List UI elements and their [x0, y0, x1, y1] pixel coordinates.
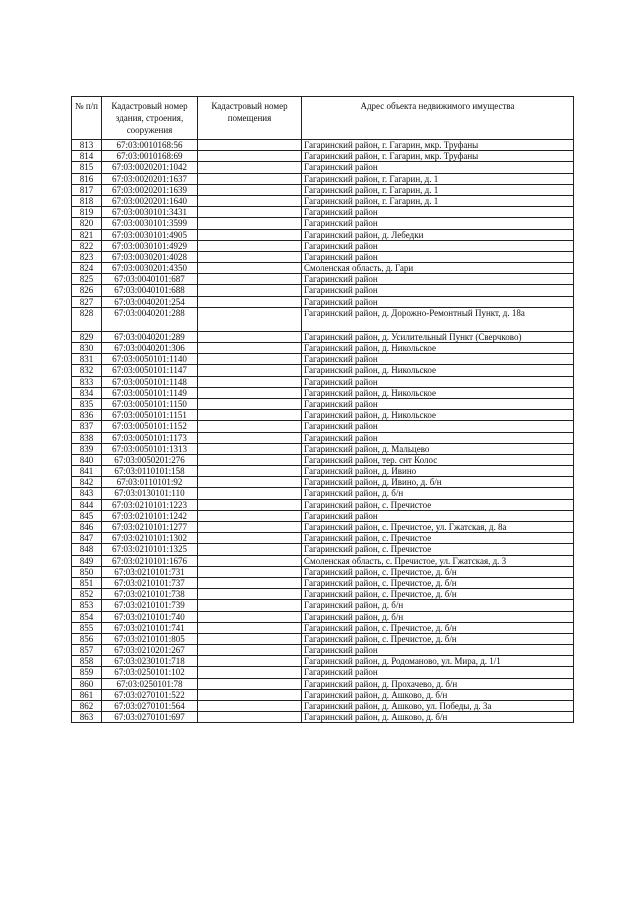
row-number-cell: 850	[72, 566, 102, 577]
table-row	[72, 387, 574, 398]
premises-number-cell	[198, 240, 302, 251]
cadastral-number-cell: 67:03:0020201:1640	[102, 195, 198, 206]
row-number-cell: 825	[72, 274, 102, 285]
table-row	[72, 701, 574, 712]
table-row	[72, 600, 574, 611]
cadastral-number-cell: 67:03:0030101:3431	[102, 207, 198, 218]
cadastral-number-cell: 67:03:0050101:1150	[102, 398, 198, 409]
address-cell: Гагаринский район, д. Ашково, д. б/н	[302, 689, 574, 700]
premises-number-cell	[198, 151, 302, 162]
row-number-cell: 832	[72, 365, 102, 376]
cadastral-number-cell: 67:03:0210101:1242	[102, 510, 198, 521]
address-cell: Гагаринский район	[302, 274, 574, 285]
address-cell: Гагаринский район, с. Пречистое, д. б/н	[302, 566, 574, 577]
table-row	[72, 151, 574, 162]
premises-number-cell	[198, 140, 302, 151]
address-cell: Гагаринский район, д. б/н	[302, 611, 574, 622]
premises-number-cell	[198, 376, 302, 387]
cadastral-number-cell: 67:03:0020201:1042	[102, 162, 198, 173]
cadastral-number-cell: 67:03:0050101:1151	[102, 410, 198, 421]
address-cell: Гагаринский район, д. б/н	[302, 488, 574, 499]
row-number-cell: 820	[72, 218, 102, 229]
premises-number-cell	[198, 184, 302, 195]
address-cell: Гагаринский район	[302, 207, 574, 218]
row-number-cell: 860	[72, 678, 102, 689]
row-number-cell: 815	[72, 162, 102, 173]
row-number-cell: 852	[72, 589, 102, 600]
cadastral-number-cell: 67:03:0050101:1173	[102, 432, 198, 443]
cadastral-number-cell: 67:03:0050201:276	[102, 454, 198, 465]
premises-number-cell	[198, 667, 302, 678]
cadastral-number-cell: 67:03:0030101:3599	[102, 218, 198, 229]
row-number-cell: 818	[72, 195, 102, 206]
premises-number-cell	[198, 633, 302, 644]
cadastral-number-cell: 67:03:0250101:78	[102, 678, 198, 689]
row-number-cell: 814	[72, 151, 102, 162]
row-number-cell: 857	[72, 645, 102, 656]
premises-number-cell	[198, 622, 302, 633]
table-row	[72, 173, 574, 184]
table-row	[72, 533, 574, 544]
row-number-cell: 840	[72, 454, 102, 465]
table-row	[72, 499, 574, 510]
table-row	[72, 343, 574, 354]
cadastral-number-cell: 67:03:0210101:805	[102, 633, 198, 644]
row-number-cell: 830	[72, 343, 102, 354]
table-row	[72, 454, 574, 465]
cadastral-number-cell: 67:03:0050101:1313	[102, 443, 198, 454]
premises-number-cell	[198, 218, 302, 229]
table-row	[72, 296, 574, 307]
row-number-cell: 842	[72, 477, 102, 488]
row-number-cell: 845	[72, 510, 102, 521]
address-cell: Гагаринский район	[302, 251, 574, 262]
premises-number-cell	[198, 611, 302, 622]
address-cell: Гагаринский район	[302, 421, 574, 432]
cadastral-number-cell: 67:03:0010168:56	[102, 140, 198, 151]
cadastral-number-cell: 67:03:0040201:288	[102, 307, 198, 331]
row-number-cell: 813	[72, 140, 102, 151]
row-number-cell: 856	[72, 633, 102, 644]
address-cell: Гагаринский район, тер. снт Колос	[302, 454, 574, 465]
address-cell: Гагаринский район, д. Родоманово, ул. Мира, д. 1/1	[302, 656, 574, 667]
premises-number-cell	[198, 229, 302, 240]
premises-number-cell	[198, 410, 302, 421]
table-row	[72, 555, 574, 566]
cadastral-number-cell: 67:03:0030101:4929	[102, 240, 198, 251]
address-cell: Гагаринский район, д. Прохачево, д. б/н	[302, 678, 574, 689]
property-table	[71, 96, 574, 723]
premises-number-cell	[198, 173, 302, 184]
address-cell: Гагаринский район, г. Гагарин, мкр. Труфаны	[302, 151, 574, 162]
address-cell: Гагаринский район	[302, 354, 574, 365]
address-cell: Гагаринский район, с. Пречистое	[302, 533, 574, 544]
table-row	[72, 510, 574, 521]
table-row	[72, 712, 574, 723]
row-number-cell: 834	[72, 387, 102, 398]
row-number-cell: 846	[72, 522, 102, 533]
table-row	[72, 656, 574, 667]
address-cell: Гагаринский район, с. Пречистое, д. б/н	[302, 622, 574, 633]
table-row	[72, 611, 574, 622]
table-row	[72, 522, 574, 533]
address-cell: Гагаринский район	[302, 645, 574, 656]
table-row	[72, 307, 574, 331]
address-cell: Гагаринский район, с. Пречистое, д. б/н	[302, 577, 574, 588]
address-cell: Гагаринский район	[302, 432, 574, 443]
table-row	[72, 645, 574, 656]
table-row	[72, 477, 574, 488]
premises-number-cell	[198, 285, 302, 296]
table-row	[72, 622, 574, 633]
table-row	[72, 667, 574, 678]
premises-number-cell	[198, 600, 302, 611]
address-cell: Гагаринский район, с. Пречистое, д. б/н	[302, 589, 574, 600]
cadastral-number-cell: 67:03:0210101:1223	[102, 499, 198, 510]
premises-number-cell	[198, 533, 302, 544]
row-number-cell: 839	[72, 443, 102, 454]
premises-number-cell	[198, 701, 302, 712]
premises-number-cell	[198, 555, 302, 566]
premises-number-cell	[198, 162, 302, 173]
row-number-cell: 849	[72, 555, 102, 566]
cadastral-number-cell: 67:03:0040201:289	[102, 331, 198, 342]
table-row	[72, 488, 574, 499]
cadastral-number-cell: 67:03:0030201:4350	[102, 263, 198, 274]
cadastral-number-cell: 67:03:0210101:1676	[102, 555, 198, 566]
table-body	[72, 140, 574, 723]
cadastral-number-cell: 67:03:0030201:4028	[102, 251, 198, 262]
header-cadastral-premises: Кадастровый номер помещения	[198, 97, 302, 140]
cadastral-number-cell: 67:03:0020201:1637	[102, 173, 198, 184]
table-row	[72, 251, 574, 262]
premises-number-cell	[198, 645, 302, 656]
row-number-cell: 859	[72, 667, 102, 678]
row-number-cell: 858	[72, 656, 102, 667]
address-cell: Гагаринский район, д. Ашково, д. б/н	[302, 712, 574, 723]
row-number-cell: 838	[72, 432, 102, 443]
row-number-cell: 837	[72, 421, 102, 432]
row-number-cell: 854	[72, 611, 102, 622]
table-row	[72, 678, 574, 689]
premises-number-cell	[198, 354, 302, 365]
address-cell: Гагаринский район	[302, 218, 574, 229]
premises-number-cell	[198, 522, 302, 533]
row-number-cell: 861	[72, 689, 102, 700]
row-number-cell: 828	[72, 307, 102, 331]
premises-number-cell	[198, 510, 302, 521]
address-cell: Гагаринский район, с. Пречистое, д. б/н	[302, 633, 574, 644]
row-number-cell: 841	[72, 466, 102, 477]
premises-number-cell	[198, 251, 302, 262]
premises-number-cell	[198, 296, 302, 307]
cadastral-number-cell: 67:03:0050101:1149	[102, 387, 198, 398]
cadastral-number-cell: 67:03:0210101:740	[102, 611, 198, 622]
table-row	[72, 331, 574, 342]
table-row	[72, 544, 574, 555]
cadastral-number-cell: 67:03:0040201:306	[102, 343, 198, 354]
row-number-cell: 819	[72, 207, 102, 218]
cadastral-number-cell: 67:03:0210101:731	[102, 566, 198, 577]
row-number-cell: 822	[72, 240, 102, 251]
cadastral-number-cell: 67:03:0230101:718	[102, 656, 198, 667]
cadastral-number-cell: 67:03:0010168:69	[102, 151, 198, 162]
premises-number-cell	[198, 443, 302, 454]
cadastral-number-cell: 67:03:0050101:1152	[102, 421, 198, 432]
row-number-cell: 855	[72, 622, 102, 633]
cadastral-number-cell: 67:03:0130101:110	[102, 488, 198, 499]
premises-number-cell	[198, 343, 302, 354]
premises-number-cell	[198, 712, 302, 723]
address-cell: Смоленская область, с. Пречистое, ул. Гжатская, д. 3	[302, 555, 574, 566]
premises-number-cell	[198, 207, 302, 218]
cadastral-number-cell: 67:03:0270101:522	[102, 689, 198, 700]
address-cell: Гагаринский район, д. Никольское	[302, 387, 574, 398]
address-cell: Гагаринский район	[302, 240, 574, 251]
row-number-cell: 853	[72, 600, 102, 611]
cadastral-number-cell: 67:03:0050101:1140	[102, 354, 198, 365]
cadastral-number-cell: 67:03:0210101:737	[102, 577, 198, 588]
cadastral-number-cell: 67:03:0110101:158	[102, 466, 198, 477]
cadastral-number-cell: 67:03:0250101:102	[102, 667, 198, 678]
header-cadastral-building: Кадастровый номер здания, строения, сооружения	[102, 97, 198, 140]
address-cell: Гагаринский район, д. Ивино, д. б/н	[302, 477, 574, 488]
premises-number-cell	[198, 432, 302, 443]
cadastral-number-cell: 67:03:0030101:4905	[102, 229, 198, 240]
table-row	[72, 207, 574, 218]
table-row	[72, 184, 574, 195]
premises-number-cell	[198, 454, 302, 465]
premises-number-cell	[198, 499, 302, 510]
table-row	[72, 432, 574, 443]
table-row	[72, 398, 574, 409]
premises-number-cell	[198, 477, 302, 488]
address-cell: Гагаринский район, д. Никольское	[302, 410, 574, 421]
address-cell: Гагаринский район, д. б/н	[302, 600, 574, 611]
row-number-cell: 817	[72, 184, 102, 195]
row-number-cell: 843	[72, 488, 102, 499]
premises-number-cell	[198, 307, 302, 331]
row-number-cell: 848	[72, 544, 102, 555]
cadastral-number-cell: 67:03:0040101:687	[102, 274, 198, 285]
cadastral-number-cell: 67:03:0210101:1325	[102, 544, 198, 555]
row-number-cell: 824	[72, 263, 102, 274]
cadastral-number-cell: 67:03:0050101:1148	[102, 376, 198, 387]
premises-number-cell	[198, 365, 302, 376]
row-number-cell: 862	[72, 701, 102, 712]
table-row	[72, 263, 574, 274]
cadastral-number-cell: 67:03:0020201:1639	[102, 184, 198, 195]
cadastral-number-cell: 67:03:0110101:92	[102, 477, 198, 488]
premises-number-cell	[198, 421, 302, 432]
row-number-cell: 827	[72, 296, 102, 307]
address-cell: Гагаринский район	[302, 510, 574, 521]
table-row	[72, 285, 574, 296]
premises-number-cell	[198, 678, 302, 689]
table-row	[72, 633, 574, 644]
premises-number-cell	[198, 656, 302, 667]
address-cell: Гагаринский район, с. Пречистое, ул. Гжатская, д. 8а	[302, 522, 574, 533]
address-cell: Гагаринский район, г. Гагарин, д. 1	[302, 195, 574, 206]
premises-number-cell	[198, 589, 302, 600]
premises-number-cell	[198, 195, 302, 206]
address-cell: Гагаринский район	[302, 667, 574, 678]
address-cell: Гагаринский район, д. Ивино	[302, 466, 574, 477]
row-number-cell: 823	[72, 251, 102, 262]
table-row	[72, 577, 574, 588]
address-cell: Смоленская область, д. Гари	[302, 263, 574, 274]
table-row	[72, 410, 574, 421]
row-number-cell: 831	[72, 354, 102, 365]
table-row	[72, 140, 574, 151]
cadastral-number-cell: 67:03:0210101:1277	[102, 522, 198, 533]
table-row	[72, 195, 574, 206]
cadastral-number-cell: 67:03:0050101:1147	[102, 365, 198, 376]
cadastral-number-cell: 67:03:0210201:267	[102, 645, 198, 656]
table-row	[72, 421, 574, 432]
premises-number-cell	[198, 577, 302, 588]
address-cell: Гагаринский район, д. Дорожно-Ремонтный Пункт, д. 18а	[302, 307, 574, 331]
table-row	[72, 218, 574, 229]
cadastral-number-cell: 67:03:0210101:1302	[102, 533, 198, 544]
address-cell: Гагаринский район, д. Никольское	[302, 343, 574, 354]
address-cell: Гагаринский район, д. Усилительный Пункт (Сверчково)	[302, 331, 574, 342]
cadastral-number-cell: 67:03:0270101:564	[102, 701, 198, 712]
address-cell: Гагаринский район	[302, 285, 574, 296]
premises-number-cell	[198, 488, 302, 499]
cadastral-number-cell: 67:03:0270101:697	[102, 712, 198, 723]
table-row	[72, 162, 574, 173]
table-row	[72, 466, 574, 477]
cadastral-number-cell: 67:03:0210101:741	[102, 622, 198, 633]
address-cell: Гагаринский район, д. Мальцево	[302, 443, 574, 454]
table-row	[72, 689, 574, 700]
premises-number-cell	[198, 331, 302, 342]
header-num: № п/п	[72, 97, 102, 140]
row-number-cell: 816	[72, 173, 102, 184]
row-number-cell: 836	[72, 410, 102, 421]
address-cell: Гагаринский район	[302, 162, 574, 173]
table-row	[72, 354, 574, 365]
table-row	[72, 589, 574, 600]
table-row	[72, 274, 574, 285]
row-number-cell: 829	[72, 331, 102, 342]
table-row	[72, 229, 574, 240]
address-cell: Гагаринский район, с. Пречистое	[302, 544, 574, 555]
address-cell: Гагаринский район, с. Пречистое	[302, 499, 574, 510]
premises-number-cell	[198, 544, 302, 555]
premises-number-cell	[198, 274, 302, 285]
address-cell: Гагаринский район	[302, 376, 574, 387]
row-number-cell: 821	[72, 229, 102, 240]
table-row	[72, 365, 574, 376]
row-number-cell: 847	[72, 533, 102, 544]
address-cell: Гагаринский район, д. Никольское	[302, 365, 574, 376]
address-cell: Гагаринский район, д. Ашково, ул. Победы, д. 3а	[302, 701, 574, 712]
cadastral-number-cell: 67:03:0040201:254	[102, 296, 198, 307]
premises-number-cell	[198, 398, 302, 409]
table-row	[72, 376, 574, 387]
address-cell: Гагаринский район	[302, 398, 574, 409]
cadastral-number-cell: 67:03:0210101:739	[102, 600, 198, 611]
row-number-cell: 863	[72, 712, 102, 723]
header-address: Адрес объекта недвижимого имущества	[302, 97, 574, 140]
premises-number-cell	[198, 689, 302, 700]
row-number-cell: 851	[72, 577, 102, 588]
table-row	[72, 443, 574, 454]
table-row	[72, 566, 574, 577]
address-cell: Гагаринский район, г. Гагарин, д. 1	[302, 173, 574, 184]
premises-number-cell	[198, 466, 302, 477]
row-number-cell: 844	[72, 499, 102, 510]
premises-number-cell	[198, 263, 302, 274]
premises-number-cell	[198, 387, 302, 398]
cadastral-number-cell: 67:03:0210101:738	[102, 589, 198, 600]
premises-number-cell	[198, 566, 302, 577]
row-number-cell: 833	[72, 376, 102, 387]
table-header	[72, 97, 574, 140]
cadastral-number-cell: 67:03:0040101:688	[102, 285, 198, 296]
address-cell: Гагаринский район	[302, 296, 574, 307]
address-cell: Гагаринский район, г. Гагарин, д. 1	[302, 184, 574, 195]
table-row	[72, 240, 574, 251]
row-number-cell: 826	[72, 285, 102, 296]
address-cell: Гагаринский район, г. Гагарин, мкр. Труфаны	[302, 140, 574, 151]
row-number-cell: 835	[72, 398, 102, 409]
address-cell: Гагаринский район, д. Лебедки	[302, 229, 574, 240]
